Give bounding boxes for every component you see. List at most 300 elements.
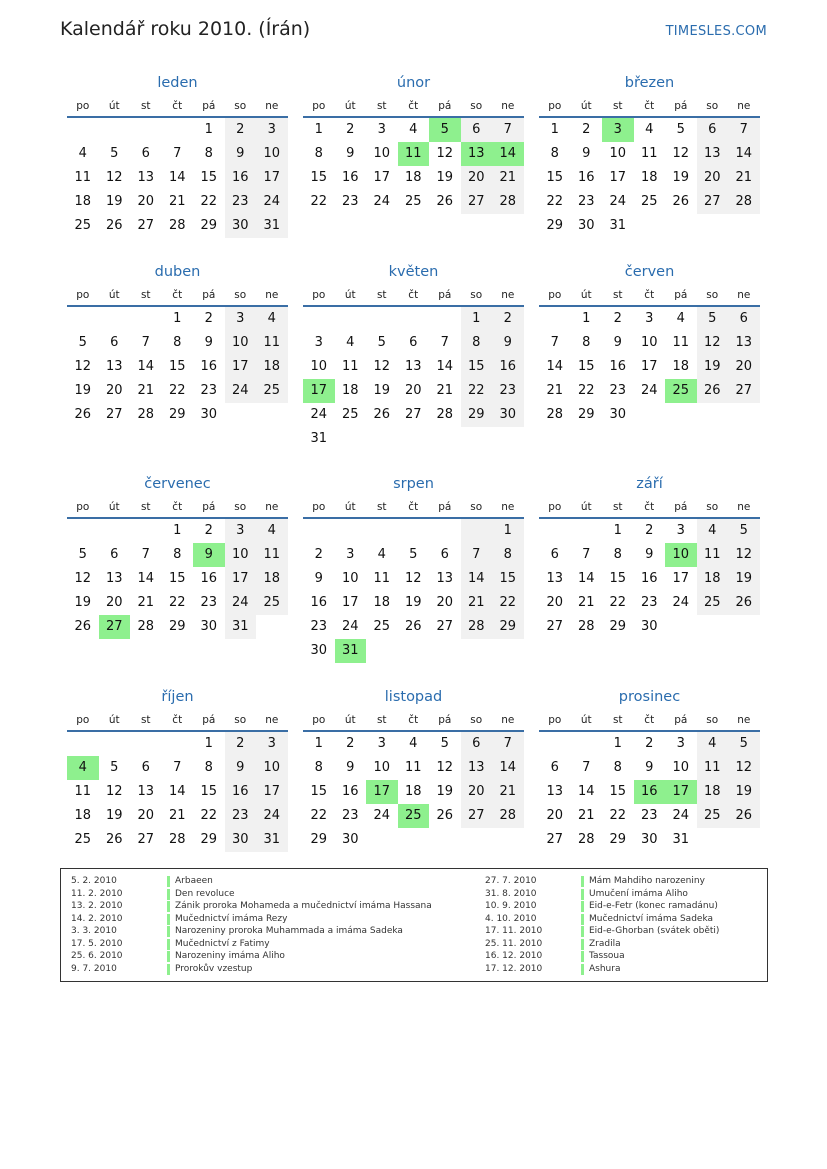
month-name: srpen [393, 476, 434, 492]
legend-holiday-name: Arbaeen [175, 876, 213, 886]
weekday-label: čt [408, 501, 419, 513]
weekday-label: pá [438, 289, 452, 301]
day-cell: 21 [168, 194, 186, 209]
day-cell: 5 [409, 547, 418, 562]
weekday-label: čt [172, 289, 183, 301]
week-row [539, 732, 760, 756]
day-cell: 11 [341, 359, 359, 374]
weekday-label: čt [408, 714, 419, 726]
legend-date: 10. 9. 2010 [485, 901, 537, 911]
day-cell: 25 [74, 832, 92, 847]
day-cell: 21 [492, 166, 524, 190]
day-cell: 14 [546, 359, 564, 374]
day-cell: 2 [225, 118, 257, 142]
day-cell: 29 [168, 619, 186, 634]
empty-day-cell [492, 639, 524, 663]
day-cell: 11 [373, 571, 391, 586]
holiday-legend [60, 868, 768, 982]
empty-day-cell [665, 214, 697, 238]
day-cell: 21 [168, 808, 186, 823]
legend-date: 25. 11. 2010 [485, 938, 543, 949]
day-cell: 22 [609, 595, 627, 610]
day-cell: 30 [609, 407, 627, 422]
month-2 [303, 70, 524, 214]
week-row [303, 427, 524, 451]
day-cell: 12 [436, 760, 454, 775]
legend-date: 25. 6. 2010 [71, 951, 123, 961]
day-cell: 9 [645, 547, 654, 562]
day-cell: 19 [373, 383, 391, 398]
weekday-label: pá [202, 100, 216, 112]
week-row [67, 166, 288, 190]
day-cell: 15 [492, 567, 524, 591]
day-cell: 20 [697, 166, 729, 190]
day-cell: 2 [314, 547, 323, 562]
day-cell: 23 [200, 595, 218, 610]
day-cell: 10 [225, 331, 257, 355]
holiday-day-cell: 25 [398, 804, 430, 828]
day-cell: 6 [697, 118, 729, 142]
month-6 [539, 259, 760, 427]
day-cell: 3 [645, 311, 654, 326]
day-cell: 26 [373, 407, 391, 422]
weekday-header [67, 96, 288, 118]
day-cell: 15 [609, 571, 627, 586]
weekday-label: po [312, 714, 326, 726]
week-row [67, 804, 288, 828]
week-row [303, 639, 524, 663]
day-cell: 23 [225, 190, 257, 214]
legend-row [71, 875, 432, 888]
day-cell: 17 [225, 567, 257, 591]
day-cell: 24 [256, 190, 288, 214]
day-cell: 17 [373, 170, 391, 185]
day-cell: 16 [310, 595, 328, 610]
brand-link[interactable]: TIMESLES.COM [665, 24, 767, 39]
day-cell: 31 [672, 832, 690, 847]
day-cell: 25 [404, 194, 422, 209]
day-cell: 29 [546, 218, 564, 233]
day-cell: 15 [461, 355, 493, 379]
day-cell: 22 [461, 379, 493, 403]
day-cell: 5 [78, 547, 87, 562]
day-cell: 11 [256, 331, 288, 355]
month-name: duben [154, 264, 201, 280]
legend-marker [581, 914, 584, 925]
day-cell: 19 [74, 383, 92, 398]
legend-row [485, 950, 719, 963]
week-row [303, 828, 524, 852]
day-cell: 5 [110, 760, 119, 775]
day-cell: 20 [105, 595, 123, 610]
week-row [67, 780, 288, 804]
day-cell: 18 [341, 383, 359, 398]
day-cell: 18 [373, 595, 391, 610]
week-row [67, 732, 288, 756]
week-row [539, 591, 760, 615]
weekday-label: so [470, 714, 483, 726]
day-cell: 5 [110, 146, 119, 161]
day-cell: 6 [110, 547, 119, 562]
month-5 [303, 259, 524, 451]
day-cell: 1 [461, 307, 493, 331]
week-row [303, 379, 524, 403]
day-cell: 4 [256, 307, 288, 331]
empty-day-cell [429, 828, 461, 852]
weekday-label: út [344, 289, 356, 301]
day-cell: 22 [310, 194, 328, 209]
weekday-label: čt [172, 100, 183, 112]
day-cell: 7 [173, 760, 182, 775]
week-row [539, 543, 760, 567]
legend-date: 17. 5. 2010 [71, 938, 123, 949]
day-cell: 22 [200, 194, 218, 209]
day-cell: 8 [461, 331, 493, 355]
weekday-label: so [706, 501, 719, 513]
empty-day-cell [130, 307, 162, 331]
day-cell: 31 [310, 431, 328, 446]
legend-date: 27. 7. 2010 [485, 876, 537, 886]
day-cell: 3 [225, 307, 257, 331]
day-cell: 25 [373, 619, 391, 634]
week-row [539, 519, 760, 543]
weekday-label: so [706, 714, 719, 726]
day-cell: 27 [105, 407, 123, 422]
day-cell: 28 [492, 804, 524, 828]
weekday-label: út [108, 501, 120, 513]
weekday-label: ne [501, 100, 515, 112]
legend-date: 11. 2. 2010 [71, 888, 123, 899]
empty-day-cell [634, 403, 666, 427]
weekday-header [303, 96, 524, 118]
holiday-day-cell: 4 [67, 756, 99, 780]
legend-marker [581, 889, 584, 900]
day-cell: 22 [168, 383, 186, 398]
day-cell: 2 [346, 736, 355, 751]
weekday-label: ne [265, 501, 279, 513]
weekday-label: st [376, 289, 387, 301]
week-row [303, 118, 524, 142]
day-cell: 16 [577, 170, 595, 185]
empty-day-cell [697, 615, 729, 639]
month-4 [67, 259, 288, 427]
day-cell: 19 [436, 784, 454, 799]
legend-holiday-name: Ashura [589, 963, 621, 974]
legend-row [485, 888, 719, 901]
day-cell: 15 [546, 170, 564, 185]
day-cell: 1 [613, 523, 622, 538]
day-cell: 10 [672, 760, 690, 775]
week-row [303, 355, 524, 379]
weekday-label: pá [202, 714, 216, 726]
day-cell: 11 [74, 170, 92, 185]
week-row [67, 543, 288, 567]
empty-day-cell [99, 118, 131, 142]
holiday-day-cell: 17 [665, 780, 697, 804]
weekday-label: čt [408, 100, 419, 112]
month-name: červenec [144, 476, 211, 492]
day-cell: 15 [310, 784, 328, 799]
day-cell: 26 [436, 808, 454, 823]
weekday-label: so [234, 501, 247, 513]
day-cell: 13 [697, 142, 729, 166]
day-cell: 21 [461, 591, 493, 615]
week-row [539, 118, 760, 142]
day-cell: 12 [105, 784, 123, 799]
holiday-day-cell: 13 [461, 142, 493, 166]
day-cell: 24 [373, 808, 391, 823]
day-cell: 6 [550, 760, 559, 775]
day-cell: 10 [373, 760, 391, 775]
legend-row [485, 925, 719, 938]
empty-day-cell [665, 615, 697, 639]
weekday-label: út [580, 501, 592, 513]
day-cell: 13 [546, 571, 564, 586]
legend-row [71, 913, 432, 926]
day-cell: 28 [436, 407, 454, 422]
week-row [539, 142, 760, 166]
empty-day-cell [256, 403, 288, 427]
empty-day-cell [335, 427, 367, 451]
legend-date: 3. 3. 2010 [71, 926, 117, 936]
day-cell: 21 [137, 383, 155, 398]
day-cell: 8 [613, 547, 622, 562]
day-cell: 20 [546, 595, 564, 610]
weekday-label: so [706, 289, 719, 301]
day-cell: 11 [74, 784, 92, 799]
day-cell: 21 [577, 595, 595, 610]
day-cell: 14 [137, 571, 155, 586]
day-cell: 9 [346, 760, 355, 775]
legend-date: 17. 11. 2010 [485, 926, 543, 936]
day-cell: 31 [225, 615, 257, 639]
day-cell: 11 [640, 146, 658, 161]
day-cell: 26 [728, 804, 760, 828]
day-cell: 22 [546, 194, 564, 209]
day-cell: 2 [645, 736, 654, 751]
day-cell: 20 [105, 383, 123, 398]
day-cell: 13 [105, 359, 123, 374]
day-cell: 31 [609, 218, 627, 233]
day-cell: 2 [225, 732, 257, 756]
day-cell: 29 [168, 407, 186, 422]
weekday-label: ne [501, 501, 515, 513]
day-cell: 26 [105, 832, 123, 847]
legend-column-left [71, 875, 432, 975]
month-name: leden [157, 75, 198, 91]
day-cell: 4 [697, 519, 729, 543]
empty-day-cell [130, 519, 162, 543]
day-cell: 29 [200, 218, 218, 233]
weekday-header [67, 497, 288, 519]
day-cell: 31 [256, 828, 288, 852]
day-cell: 29 [200, 832, 218, 847]
day-cell: 5 [377, 335, 386, 350]
day-cell: 19 [105, 808, 123, 823]
day-cell: 13 [461, 756, 493, 780]
day-cell: 25 [640, 194, 658, 209]
day-cell: 28 [492, 190, 524, 214]
week-row [67, 379, 288, 403]
legend-row [71, 900, 432, 913]
day-cell: 18 [672, 359, 690, 374]
day-cell: 29 [492, 615, 524, 639]
week-row [539, 756, 760, 780]
legend-marker [167, 939, 170, 950]
day-cell: 22 [609, 808, 627, 823]
day-cell: 10 [225, 543, 257, 567]
day-cell: 16 [341, 170, 359, 185]
weekday-label: st [140, 714, 151, 726]
day-cell: 24 [256, 804, 288, 828]
day-cell: 15 [168, 571, 186, 586]
day-cell: 2 [613, 311, 622, 326]
legend-row [71, 925, 432, 938]
day-cell: 23 [341, 194, 359, 209]
day-cell: 12 [672, 146, 690, 161]
day-cell: 28 [577, 619, 595, 634]
day-cell: 21 [577, 808, 595, 823]
day-cell: 18 [256, 567, 288, 591]
month-name: červen [624, 264, 675, 280]
holiday-day-cell: 3 [602, 118, 634, 142]
day-cell: 18 [697, 780, 729, 804]
weekday-label: čt [644, 100, 655, 112]
day-cell: 4 [377, 547, 386, 562]
day-cell: 14 [168, 170, 186, 185]
legend-row [485, 913, 719, 926]
legend-marker [581, 939, 584, 950]
day-cell: 16 [225, 166, 257, 190]
day-cell: 23 [341, 808, 359, 823]
empty-day-cell [67, 519, 99, 543]
empty-day-cell [429, 519, 461, 543]
month-name: prosinec [618, 689, 681, 705]
empty-day-cell [398, 427, 430, 451]
empty-day-cell [366, 427, 398, 451]
empty-day-cell [728, 403, 760, 427]
day-cell: 14 [577, 784, 595, 799]
day-cell: 19 [105, 194, 123, 209]
day-cell: 8 [204, 760, 213, 775]
day-cell: 24 [640, 383, 658, 398]
day-cell: 29 [577, 407, 595, 422]
day-cell: 4 [676, 311, 685, 326]
day-cell: 22 [168, 595, 186, 610]
weekday-label: út [580, 714, 592, 726]
day-cell: 29 [461, 403, 493, 427]
day-cell: 26 [105, 218, 123, 233]
day-cell: 8 [550, 146, 559, 161]
weekday-label: st [140, 501, 151, 513]
day-cell: 4 [78, 146, 87, 161]
week-row [303, 519, 524, 543]
week-row [303, 166, 524, 190]
holiday-day-cell: 27 [99, 615, 131, 639]
empty-day-cell [99, 519, 131, 543]
weekday-label: čt [644, 714, 655, 726]
empty-day-cell [571, 732, 603, 756]
legend-holiday-name: Mám Mahdiho narozeniny [589, 876, 705, 886]
day-cell: 7 [461, 543, 493, 567]
day-cell: 16 [609, 359, 627, 374]
day-cell: 19 [697, 355, 729, 379]
weekday-header [67, 710, 288, 732]
day-cell: 24 [672, 808, 690, 823]
month-10 [67, 684, 288, 852]
empty-day-cell [728, 214, 760, 238]
day-cell: 4 [409, 122, 418, 137]
day-cell: 30 [225, 828, 257, 852]
day-cell: 22 [492, 591, 524, 615]
week-row [67, 331, 288, 355]
day-cell: 16 [492, 355, 524, 379]
week-row [539, 307, 760, 331]
day-cell: 13 [105, 571, 123, 586]
day-cell: 24 [672, 595, 690, 610]
day-cell: 16 [225, 780, 257, 804]
week-row [67, 355, 288, 379]
day-cell: 15 [609, 784, 627, 799]
day-cell: 28 [728, 190, 760, 214]
day-cell: 7 [492, 118, 524, 142]
weekday-label: pá [674, 100, 688, 112]
day-cell: 3 [256, 732, 288, 756]
legend-holiday-name: Tassoua [589, 951, 625, 961]
legend-holiday-name: Prorokův vzestup [175, 963, 253, 974]
weekday-label: čt [408, 289, 419, 301]
day-cell: 19 [404, 595, 422, 610]
day-cell: 9 [613, 335, 622, 350]
week-row [67, 756, 288, 780]
day-cell: 26 [728, 591, 760, 615]
day-cell: 6 [440, 547, 449, 562]
empty-day-cell [303, 519, 335, 543]
day-cell: 6 [409, 335, 418, 350]
empty-day-cell [303, 307, 335, 331]
day-cell: 23 [310, 619, 328, 634]
legend-date: 17. 12. 2010 [485, 963, 543, 974]
weekday-label: st [376, 714, 387, 726]
day-cell: 7 [550, 335, 559, 350]
empty-day-cell [492, 828, 524, 852]
empty-day-cell [366, 307, 398, 331]
day-cell: 7 [582, 760, 591, 775]
weekday-label: po [76, 714, 90, 726]
weekday-label: so [706, 100, 719, 112]
day-cell: 24 [341, 619, 359, 634]
weekday-label: pá [438, 100, 452, 112]
day-cell: 14 [728, 142, 760, 166]
day-cell: 21 [546, 383, 564, 398]
month-name: listopad [384, 689, 443, 705]
day-cell: 30 [200, 619, 218, 634]
month-7 [67, 471, 288, 639]
day-cell: 24 [609, 194, 627, 209]
legend-row [485, 963, 719, 976]
day-cell: 6 [461, 118, 493, 142]
week-row [67, 142, 288, 166]
legend-row [71, 938, 432, 951]
day-cell: 2 [582, 122, 591, 137]
day-cell: 8 [314, 760, 323, 775]
day-cell: 19 [74, 595, 92, 610]
day-cell: 1 [582, 311, 591, 326]
day-cell: 10 [640, 335, 658, 350]
weekday-label: ne [737, 289, 751, 301]
empty-day-cell [366, 639, 398, 663]
holiday-day-cell: 16 [634, 780, 666, 804]
